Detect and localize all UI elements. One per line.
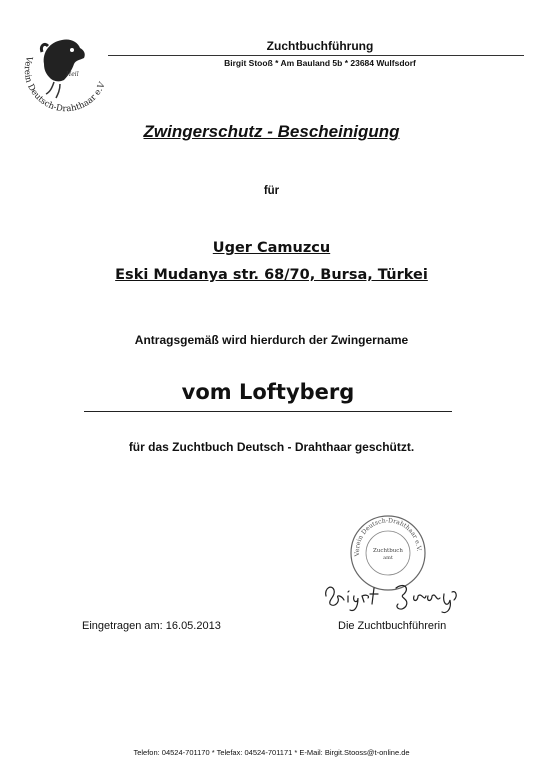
- header-divider: [108, 55, 524, 56]
- owner-address: Eski Mudanya str. 68/70, Bursa, Türkei: [115, 267, 428, 283]
- certificate-title: Zwingerschutz - Bescheinigung: [143, 122, 400, 141]
- footer-contact: Telefon: 04524-701170 * Telefax: 04524-701171 * E-Mail: Birgit.Stooss@t-online.de: [133, 748, 410, 757]
- wirehaired-dog-head-icon: [14, 24, 114, 114]
- stamp-center-line2: amt: [383, 555, 393, 561]
- kennel-name: vom Loftyberg: [181, 380, 355, 404]
- stamp-center-line1: Zuchtbuch: [373, 548, 403, 554]
- studbook-text: für das Zuchtbuch Deutsch - Drahthaar geschützt.: [128, 440, 415, 454]
- logo-ring-text: Verein Deutsch-Drahthaar e.V: [21, 54, 108, 114]
- for-label: für: [263, 185, 280, 197]
- signature-image: [318, 574, 463, 616]
- handwritten-signature: [318, 574, 463, 616]
- registrar-label: Die Zuchtbuchführerin: [338, 620, 447, 632]
- svg-text:Heil: Heil: [66, 71, 79, 78]
- header-title: Zuchtbuchführung: [266, 39, 374, 53]
- stamp-ring-text: Verein Deutsch-Drahthaar e.V.: [353, 517, 423, 557]
- kennel-name-underline: [84, 411, 452, 412]
- owner-name: Uger Camuzcu: [212, 240, 331, 256]
- club-logo: [14, 24, 114, 114]
- registration-date: Eingetragen am: 16.05.2013: [82, 620, 221, 632]
- header-address: Birgit Stooß * Am Bauland 5b * 23684 Wulfsdorf: [224, 58, 416, 68]
- intro-text: Antragsgemäß wird hierdurch der Zwingername: [134, 333, 409, 347]
